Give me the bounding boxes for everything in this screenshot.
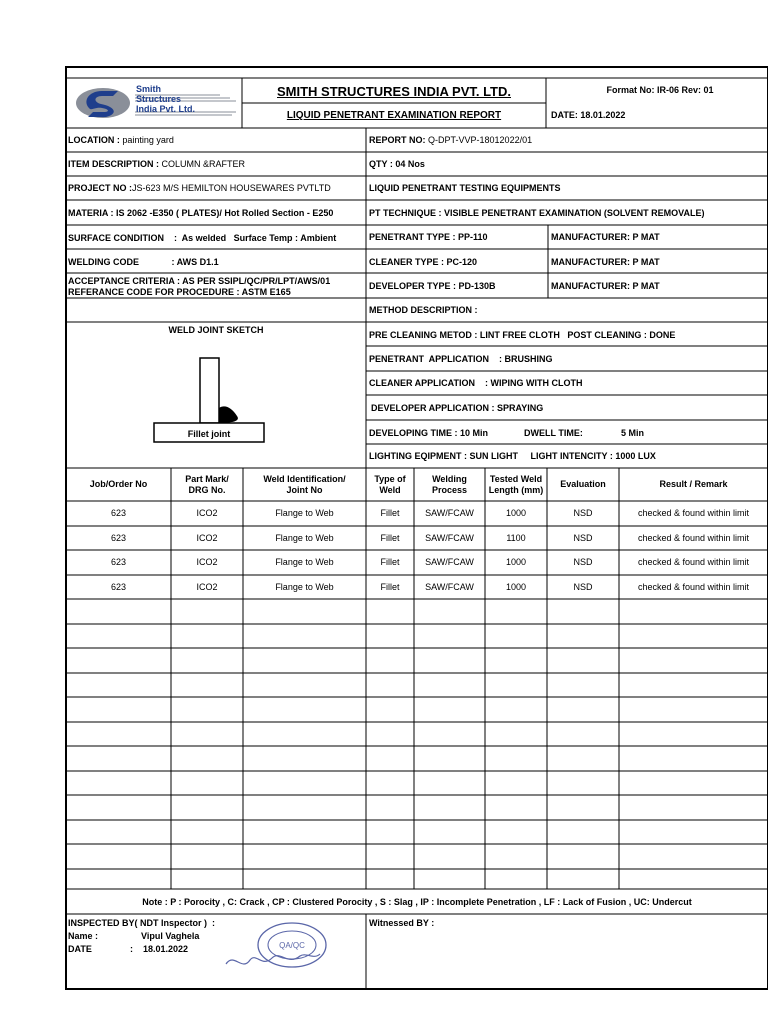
- report-title: LIQUID PENETRANT EXAMINATION REPORT: [286, 110, 502, 121]
- qa-qc-stamp: [222, 920, 332, 980]
- table-header-cell: [171, 474, 243, 496]
- pre-cleaning: PRE CLEANING METOD : LINT FREE CLOTH POST CLEANING : DONE: [369, 330, 676, 340]
- inspection-date: : 18.01.2022: [130, 944, 189, 954]
- table-header-cell: [366, 474, 414, 496]
- logo-line-1: Smith: [136, 84, 162, 94]
- inspected-by: INSPECTED BY( NDT Inspector ) :: [68, 918, 216, 928]
- table-cell: ICO2: [196, 508, 218, 518]
- table-cell: ICO2: [196, 557, 218, 567]
- table-header-text: Tested Weld: [489, 473, 543, 484]
- table-header-cell: [547, 479, 619, 490]
- table-header-cell: [66, 479, 171, 490]
- table-header-text: Weld Identification/: [263, 473, 346, 484]
- report-no-value: Q-DPT-VVP-18012022/01: [428, 135, 533, 145]
- table-cell: checked & found within limit: [637, 581, 750, 592]
- table-cell: 1000: [505, 557, 527, 567]
- table-cell: 623: [110, 581, 127, 592]
- item-row: [68, 159, 245, 170]
- developer-application: DEVELOPER APPLICATION : SPRAYING: [371, 403, 544, 413]
- location-label: LOCATION :: [68, 135, 120, 145]
- table-cell: 1100: [506, 532, 526, 543]
- lighting-row: LIGHTING EQIPMENT : SUN LIGHT LIGHT INTENCITY : 1000 LUX: [369, 451, 656, 461]
- project-label: PROJECT NO :: [68, 183, 133, 193]
- defect-legend-note: Note : P : Porocity , C: Crack , CP : Clustered Porocity , S : Slag , IP : Incomplete Penetration , LF : Lack of Fusion , UC: Undercut: [142, 897, 692, 907]
- cleaner-application: CLEANER APPLICATION : WIPING WITH CLOTH: [369, 378, 583, 388]
- table-header-text: Evaluation: [560, 479, 606, 489]
- project-value: JS-623 M/S HEMILTON HOUSEWARES PVTLTD: [132, 183, 331, 193]
- table-cell: checked & found within limit: [637, 532, 750, 543]
- penetrant-application: PENETRANT APPLICATION : BRUSHING: [369, 354, 553, 364]
- surface-row: SURFACE CONDITION : As welded Surface Temp : Ambient: [68, 233, 337, 243]
- welding-code-row: WELDING CODE : AWS D1.1: [68, 257, 219, 267]
- table-cell: 1000: [505, 508, 527, 518]
- project-row: [68, 183, 331, 194]
- table-cell: checked & found within limit: [637, 557, 750, 567]
- table-header-text: Result / Remark: [659, 479, 728, 489]
- stamp-label: QA/QC: [279, 941, 305, 950]
- developer-type: DEVELOPER TYPE : PD-130B: [369, 281, 496, 291]
- table-header-cell: [243, 474, 366, 496]
- sketch-title: WELD JOINT SKETCH: [168, 325, 264, 335]
- table-cell: NSD: [573, 532, 593, 543]
- location-value: painting yard: [122, 135, 174, 145]
- equipments-heading: LIQUID PENETRANT TESTING EQUIPMENTS: [369, 183, 561, 193]
- dwell-time-value: 5 Min: [621, 428, 645, 438]
- logo-line-3: India Pvt. Ltd.: [136, 104, 196, 114]
- table-cell: SAW/FCAW: [425, 557, 474, 567]
- reference-code: REFERANCE CODE FOR PROCEDURE : ASTM E165: [68, 287, 291, 297]
- method-description: METHOD DESCRIPTION :: [369, 305, 478, 315]
- table-header-text: Type of: [374, 473, 406, 484]
- table-header-cell: [485, 474, 547, 496]
- table-header-text: Part Mark/: [185, 473, 229, 484]
- table-header-text: Weld: [379, 484, 401, 495]
- dwell-time-label: DWELL TIME:: [524, 428, 583, 438]
- table-header-text: Joint No: [286, 484, 323, 495]
- company-logo: [72, 82, 240, 124]
- item-value: COLUMN &RAFTER: [161, 159, 246, 169]
- table-cell: NSD: [573, 508, 593, 518]
- table-cell: SAW/FCAW: [425, 532, 474, 543]
- cleaner-manufacturer: MANUFACTURER: P MAT: [551, 257, 660, 267]
- table-cell: 623: [110, 508, 127, 518]
- table-header-text: Process: [431, 484, 468, 495]
- table-cell: checked & found within limit: [637, 508, 750, 518]
- table-cell: 623: [110, 532, 127, 543]
- penetrant-type: PENETRANT TYPE : PP-110: [369, 232, 488, 242]
- table-cell: SAW/FCAW: [425, 508, 474, 518]
- penetrant-manufacturer: MANUFACTURER: P MAT: [551, 232, 660, 242]
- table-header-text: Length (mm): [488, 484, 544, 495]
- table-cell: Flange to Web: [275, 508, 334, 518]
- table-cell: Fillet: [380, 581, 400, 592]
- material-row: MATERIA : IS 2062 -E350 ( PLATES)/ Hot Rolled Section - E250: [68, 208, 334, 218]
- table-cell: Fillet: [380, 508, 400, 518]
- table-cell: Flange to Web: [275, 532, 334, 543]
- table-header-cell: [414, 474, 485, 496]
- inspector-name: Vipul Vaghela: [141, 931, 200, 941]
- table-cell: Fillet: [380, 532, 400, 543]
- report-no-row: [369, 135, 532, 146]
- company-name: SMITH STRUCTURES INDIA PVT. LTD.: [277, 84, 511, 99]
- acceptance-criteria: ACCEPTANCE CRITERIA : AS PER SSIPL/QC/PR/LPT/AWS/01: [68, 276, 331, 286]
- sketch-label: Fillet joint: [187, 429, 231, 439]
- table-cell: ICO2: [196, 532, 218, 543]
- cleaner-type: CLEANER TYPE : PC-120: [369, 257, 478, 267]
- location-row: [68, 135, 174, 146]
- inspector-name-label: Name :: [68, 931, 99, 941]
- logo-line-2: Structures: [136, 94, 182, 104]
- witnessed-by: Witnessed BY :: [369, 918, 435, 928]
- developer-manufacturer: MANUFACTURER: P MAT: [551, 281, 660, 291]
- table-header-text: DRG No.: [188, 484, 226, 495]
- table-cell: Flange to Web: [275, 557, 334, 567]
- table-cell: Fillet: [380, 557, 400, 567]
- format-number: Format No: IR-06 Rev: 01: [606, 85, 714, 95]
- table-cell: NSD: [573, 581, 593, 592]
- report-date: DATE: 18.01.2022: [551, 110, 626, 120]
- table-cell: 1000: [505, 581, 527, 592]
- item-label: ITEM DESCRIPTION :: [68, 159, 160, 169]
- table-header-cell: [619, 479, 768, 490]
- developing-time: DEVELOPING TIME : 10 Min: [369, 428, 489, 438]
- table-cell: 623: [110, 557, 127, 567]
- table-cell: ICO2: [196, 581, 218, 592]
- table-header-text: Welding: [432, 473, 467, 484]
- inspection-date-label: DATE: [68, 944, 92, 954]
- report-no-label: REPORT NO:: [369, 135, 426, 145]
- qty-row: QTY : 04 Nos: [369, 159, 425, 169]
- table-cell: NSD: [573, 557, 593, 567]
- table-cell: Flange to Web: [275, 581, 334, 592]
- pt-technique: PT TECHNIQUE : VISIBLE PENETRANT EXAMINATION (SOLVENT REMOVALE): [369, 208, 705, 218]
- table-cell: SAW/FCAW: [425, 581, 474, 592]
- signature-icon: [226, 954, 320, 964]
- fillet-joint-sketch: [66, 340, 366, 460]
- table-header-text: Job/Order No: [89, 479, 148, 489]
